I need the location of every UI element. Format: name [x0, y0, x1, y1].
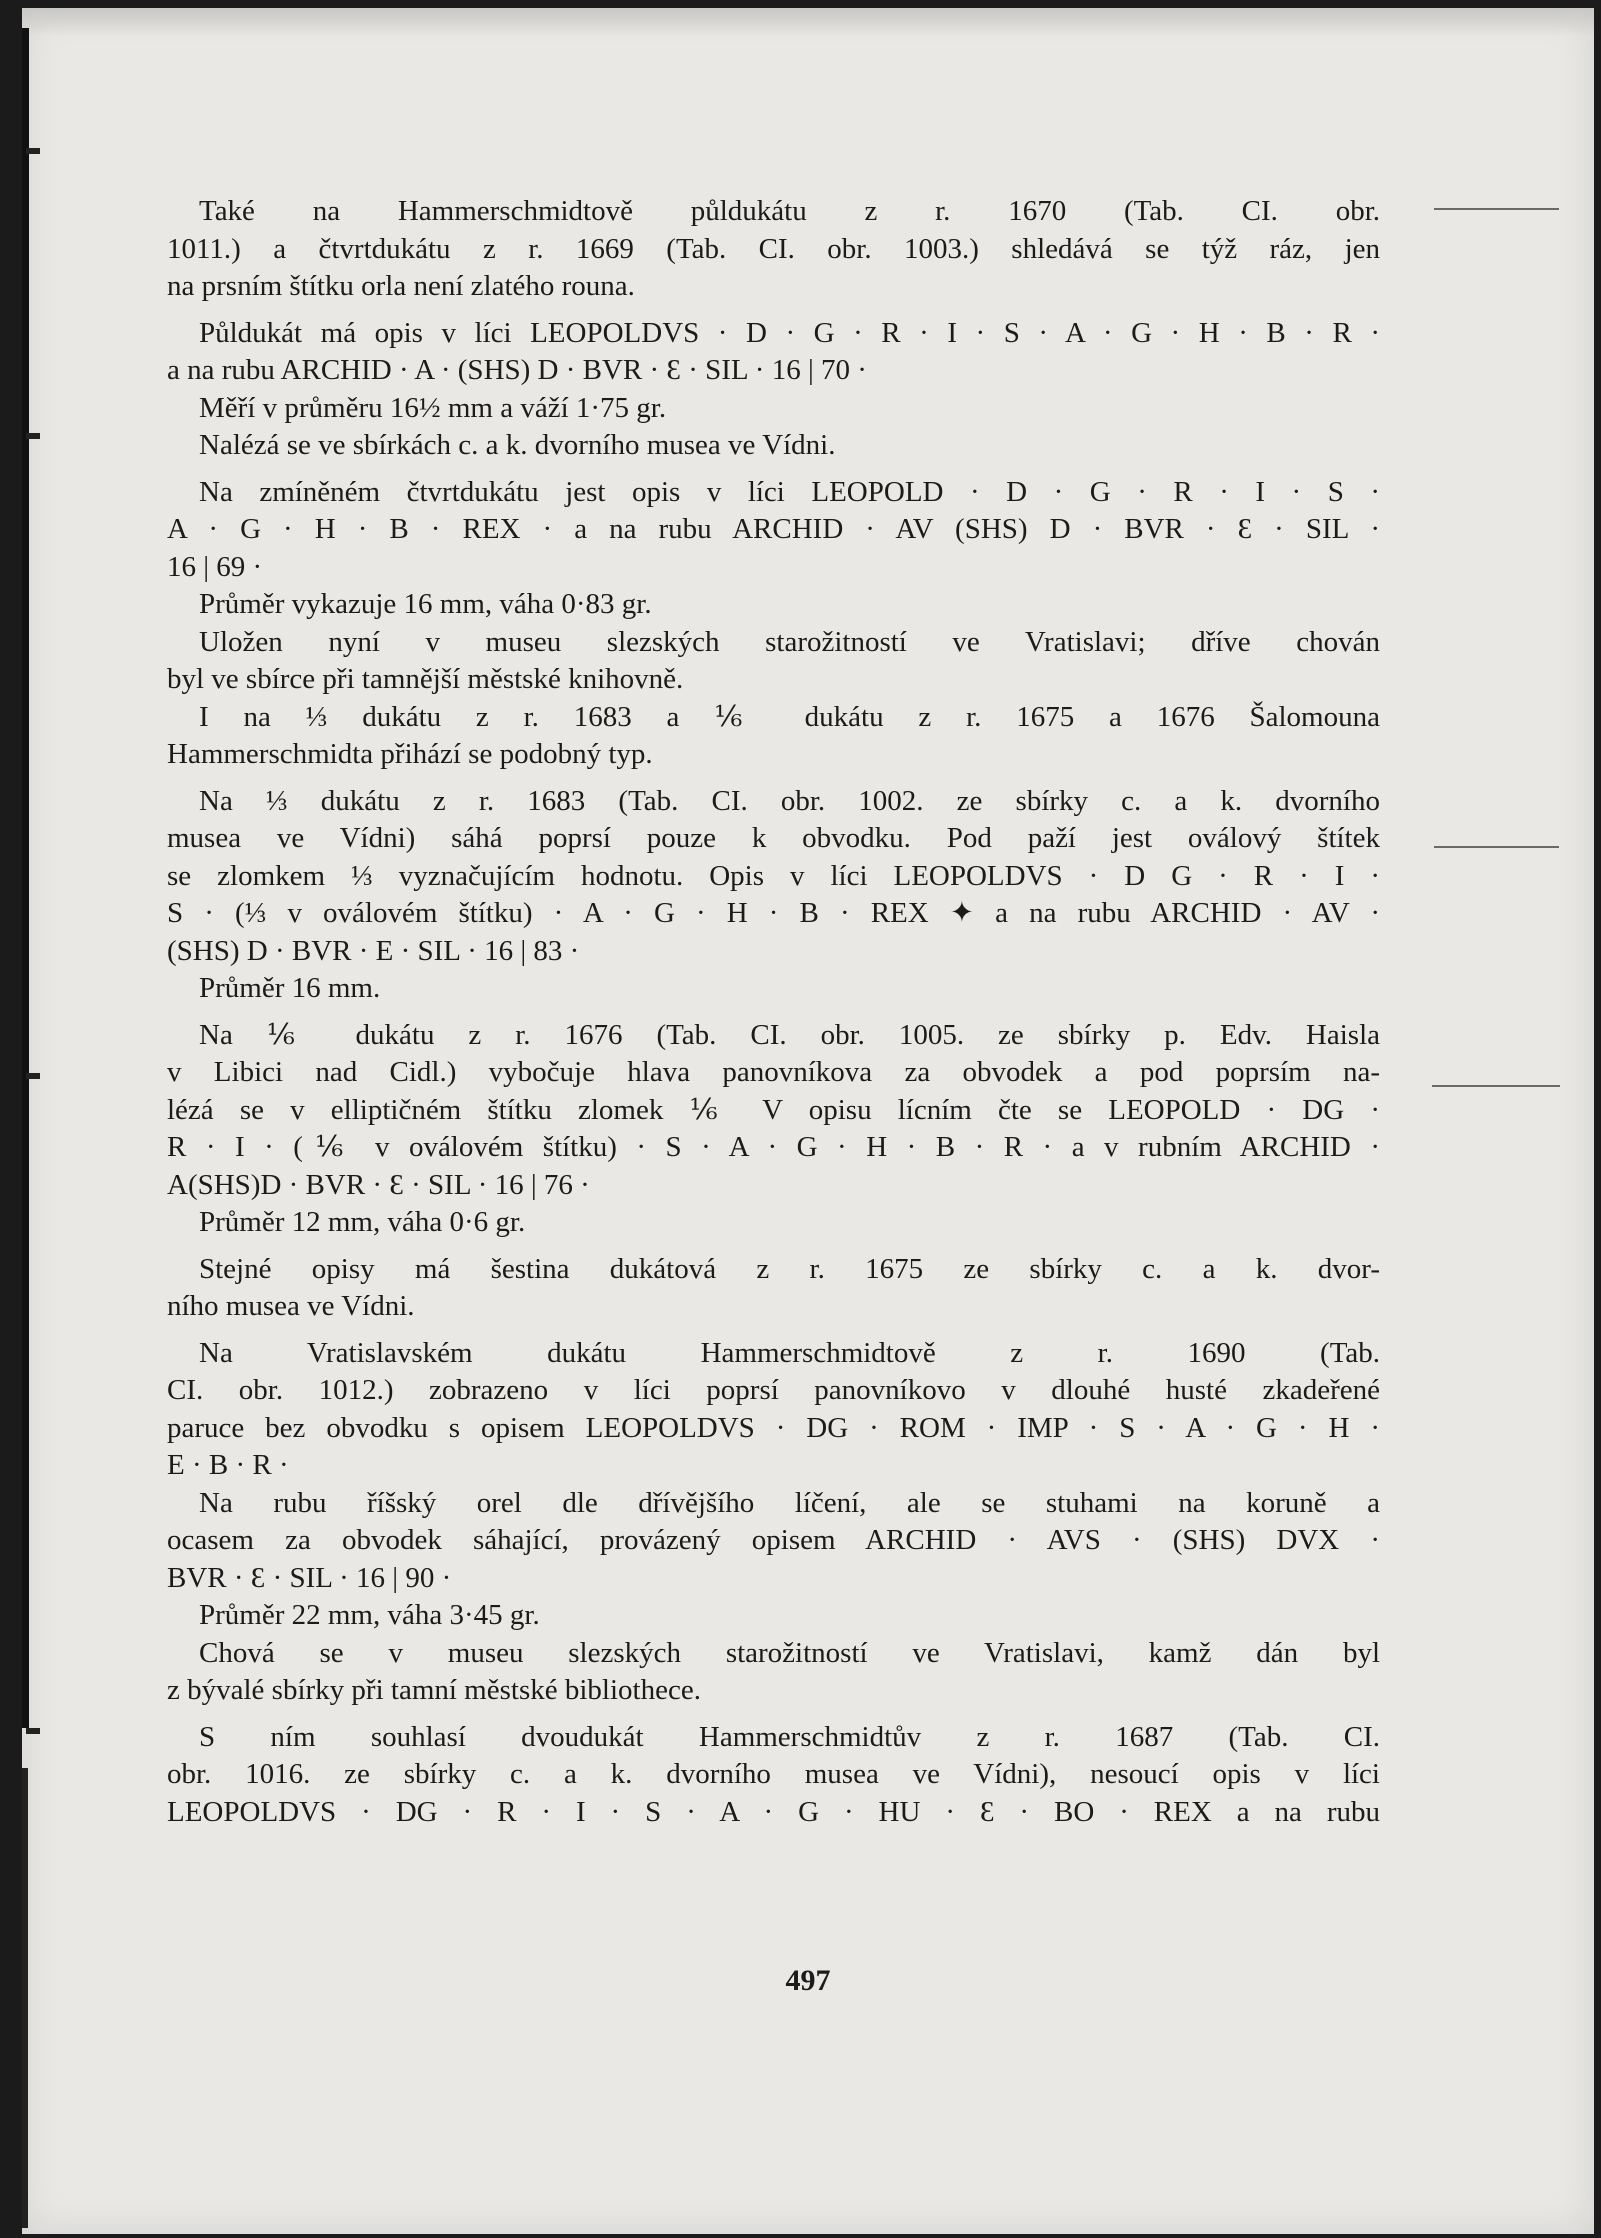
binding-tick — [26, 1073, 40, 1079]
text-line: Hammerschmidta přihází se podobný typ. — [167, 738, 653, 770]
text-line: Na zmíněném čtvrtdukátu jest opis v líci LEOPOLD · D · G · R · I · S · — [199, 475, 1380, 508]
margin-mark — [1434, 208, 1559, 210]
text-line: (SHS) D · BVR · E · SIL · 16 | 83 · — [167, 934, 580, 967]
text-line: ního musea ve Vídni. — [167, 1290, 415, 1322]
text-line: na prsním štítku orla není zlatého rouna. — [167, 270, 635, 302]
binding-edge — [22, 28, 29, 1728]
text-line: se zlomkem ⅓ vyznačujícím hodnotu. Opis v líci LEOPOLDVS · D G · R · I · — [167, 859, 1380, 892]
text-line: Na ⅓ dukátu z r. 1683 (Tab. CI. obr. 1002. ze sbírky c. a k. dvorního — [199, 784, 1380, 817]
binding-edge-lower — [22, 1768, 28, 2228]
text-line: Stejné opisy má šestina dukátová z r. 1675 ze sbírky c. a k. dvor- — [199, 1252, 1380, 1285]
text-line: S · (⅓ v oválovém štítku) · A · G · H · B · REX ✦ a na rubu ARCHID · AV · — [167, 897, 1380, 929]
text-line: A(SHS)D · BVR · Ɛ · SIL · 16 | 76 · — [167, 1168, 590, 1201]
text-line: I na ⅓ dukátu z r. 1683 a ⅙ dukátu z r. 1675 a 1676 Šalomouna — [199, 700, 1380, 733]
text-line: Průměr 22 mm, váha 3·45 gr. — [199, 1599, 540, 1631]
text-line: E · B · R · — [167, 1449, 289, 1481]
text-line: Průměr 16 mm. — [199, 972, 381, 1004]
text-line: Průměr vykazuje 16 mm, váha 0·83 gr. — [199, 588, 652, 620]
margin-mark — [1432, 1085, 1560, 1087]
text-line: BVR · Ɛ · SIL · 16 | 90 · — [167, 1561, 452, 1594]
text-line: obr. 1016. ze sbírky c. a k. dvorního musea ve Vídni), nesoucí opis v líci — [167, 1758, 1380, 1790]
text-line: Také na Hammerschmidtově půldukátu z r. 1670 (Tab. CI. obr. — [199, 195, 1380, 227]
text-line: Na rubu říšský orel dle dřívějšího líčení, ale se stuhami na koruně a — [199, 1486, 1380, 1519]
text-line: a na rubu ARCHID · A · (SHS) D · BVR · Ɛ · SIL · 16 | 70 · — [167, 354, 867, 386]
binding-tick — [26, 1728, 40, 1734]
text-line: A · G · H · B · REX · a na rubu ARCHID · AV (SHS) D · BVR · Ɛ · SIL · — [167, 513, 1380, 545]
text-line: byl ve sbírce při tamnější městské knihovně. — [167, 663, 684, 695]
text-line: paruce bez obvodku s opisem LEOPOLDVS · DG · ROM · IMP · S · A · G · H · — [167, 1411, 1380, 1444]
text-line: LEOPOLDVS · DG · R · I · S · A · G · HU · Ɛ · BO · REX a na rubu — [167, 1795, 1380, 1828]
scanned-page — [22, 8, 1594, 2234]
page-number: 497 — [785, 1964, 831, 1997]
text-line: Chová se v museu slezských starožitností ve Vratislavi, kamž dán byl — [199, 1636, 1380, 1669]
text-line: ocasem za obvodek sáhající, provázený opisem ARCHID · AVS · (SHS) DVX · — [167, 1524, 1380, 1556]
text-line: lézá se v elliptičném štítku zlomek ⅙ V opisu lícním čte se LEOPOLD · DG · — [167, 1093, 1380, 1126]
text-line: 16 | 69 · — [167, 550, 263, 583]
margin-mark — [1434, 846, 1559, 848]
text-line: R · I · (⅙ v oválovém štítku) · S · A · G · H · B · R · a v rubním ARCHID · — [167, 1131, 1380, 1163]
text-line: Nalézá se ve sbírkách c. a k. dvorního musea ve Vídni. — [199, 429, 836, 461]
text-line: Měří v průměru 16½ mm a váží 1·75 gr. — [199, 391, 667, 424]
text-line: S ním souhlasí dvoudukát Hammerschmidtův z r. 1687 (Tab. CI. — [199, 1720, 1380, 1753]
text-line: CI. obr. 1012.) zobrazeno v líci poprsí panovníkovo v dlouhé husté zkadeřené — [167, 1374, 1380, 1406]
top-edge-shadow — [22, 8, 1594, 36]
binding-tick — [26, 433, 40, 439]
text-line: musea ve Vídni) sáhá poprsí pouze k obvodku. Pod paží jest oválový štítek — [167, 822, 1380, 854]
text-line: Uložen nyní v museu slezských starožitností ve Vratislavi; dříve chován — [199, 625, 1380, 658]
text-line: v Libici nad Cidl.) vybočuje hlava panovníkova za obvodek a pod poprsím na- — [167, 1056, 1380, 1088]
binding-tick — [26, 148, 40, 154]
body-text — [167, 193, 1380, 1831]
text-line: Průměr 12 mm, váha 0·6 gr. — [199, 1206, 526, 1238]
text-line: Půldukát má opis v líci LEOPOLDVS · D · G · R · I · S · A · G · H · B · R · — [199, 316, 1380, 349]
text-line: 1011.) a čtvrtdukátu z r. 1669 (Tab. CI. obr. 1003.) shledává se týž ráz, jen — [167, 232, 1380, 265]
text-line: Na ⅙ dukátu z r. 1676 (Tab. CI. obr. 1005. ze sbírky p. Edv. Haisla — [199, 1018, 1380, 1051]
text-line: Na Vratislavském dukátu Hammerschmidtově z r. 1690 (Tab. — [199, 1336, 1380, 1369]
text-line: z bývalé sbírky při tamní městské bibliothece. — [167, 1674, 701, 1706]
